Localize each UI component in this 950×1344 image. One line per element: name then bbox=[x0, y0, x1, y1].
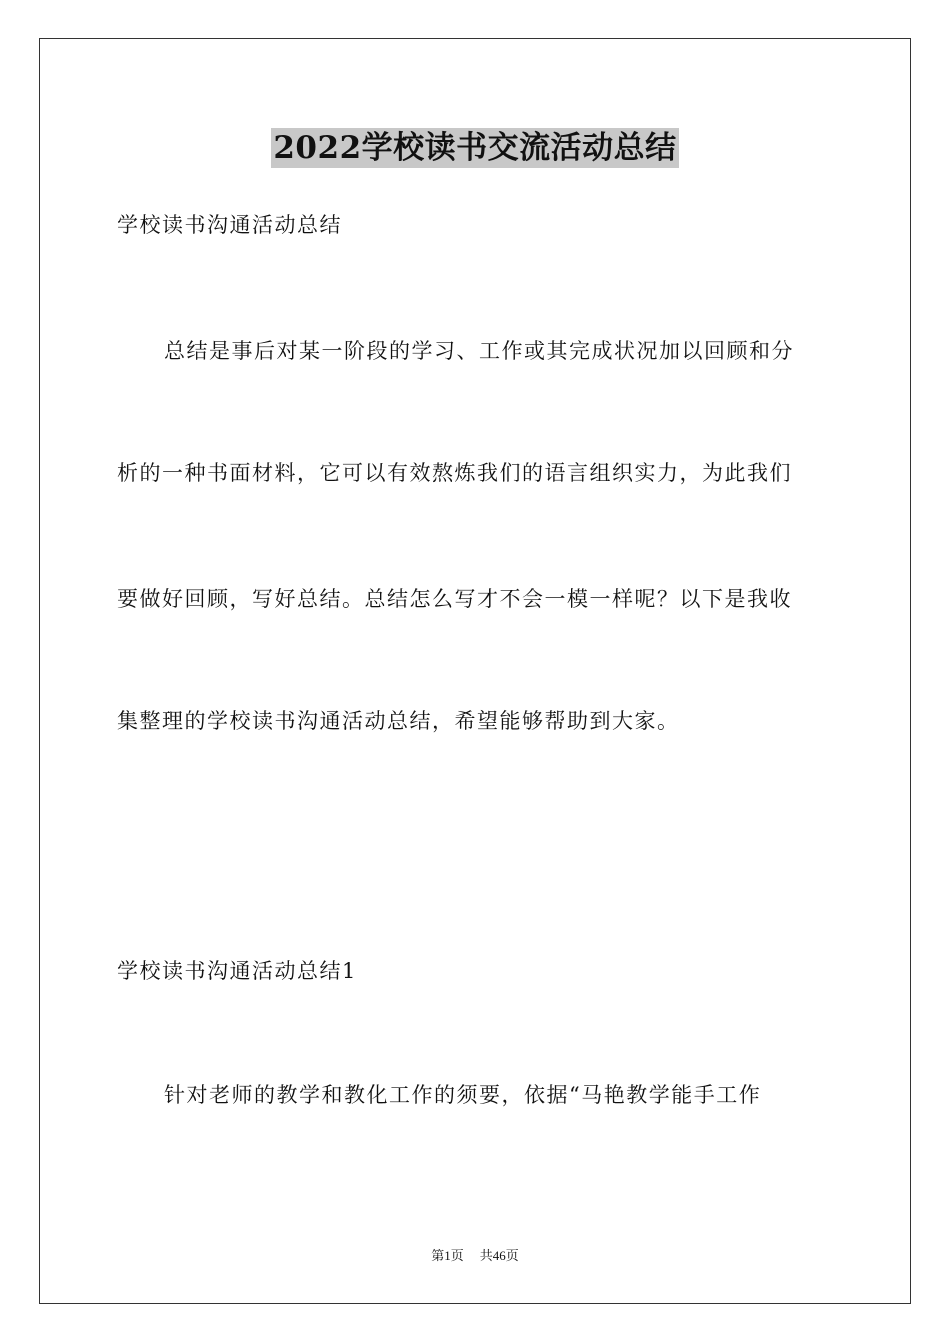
paragraph-line: 针对老师的教学和教化工作的须要，依据“马艳教学能手工作 bbox=[164, 1083, 762, 1107]
total-pages: 共46页 bbox=[479, 1248, 519, 1263]
paragraph-line: 析的一种书面材料，它可以有效熬炼我们的语言组织实力，为此我们 bbox=[117, 461, 792, 485]
paragraph-line: 总结是事后对某一阶段的学习、工作或其完成状况加以回顾和分 bbox=[164, 339, 794, 363]
page-number: 第1页 bbox=[431, 1248, 464, 1263]
document-title: 2022学校读书交流活动总结 bbox=[273, 130, 677, 166]
paragraph-line: 要做好回顾，写好总结。总结怎么写才不会一模一样呢？以下是我收 bbox=[117, 587, 792, 611]
subtitle-line: 学校读书沟通活动总结 bbox=[117, 213, 342, 237]
section-heading: 学校读书沟通活动总结1 bbox=[117, 959, 357, 983]
title-container bbox=[0, 128, 950, 168]
paragraph-line: 集整理的学校读书沟通活动总结，希望能够帮助到大家。 bbox=[117, 709, 680, 733]
page-footer bbox=[0, 1247, 950, 1265]
